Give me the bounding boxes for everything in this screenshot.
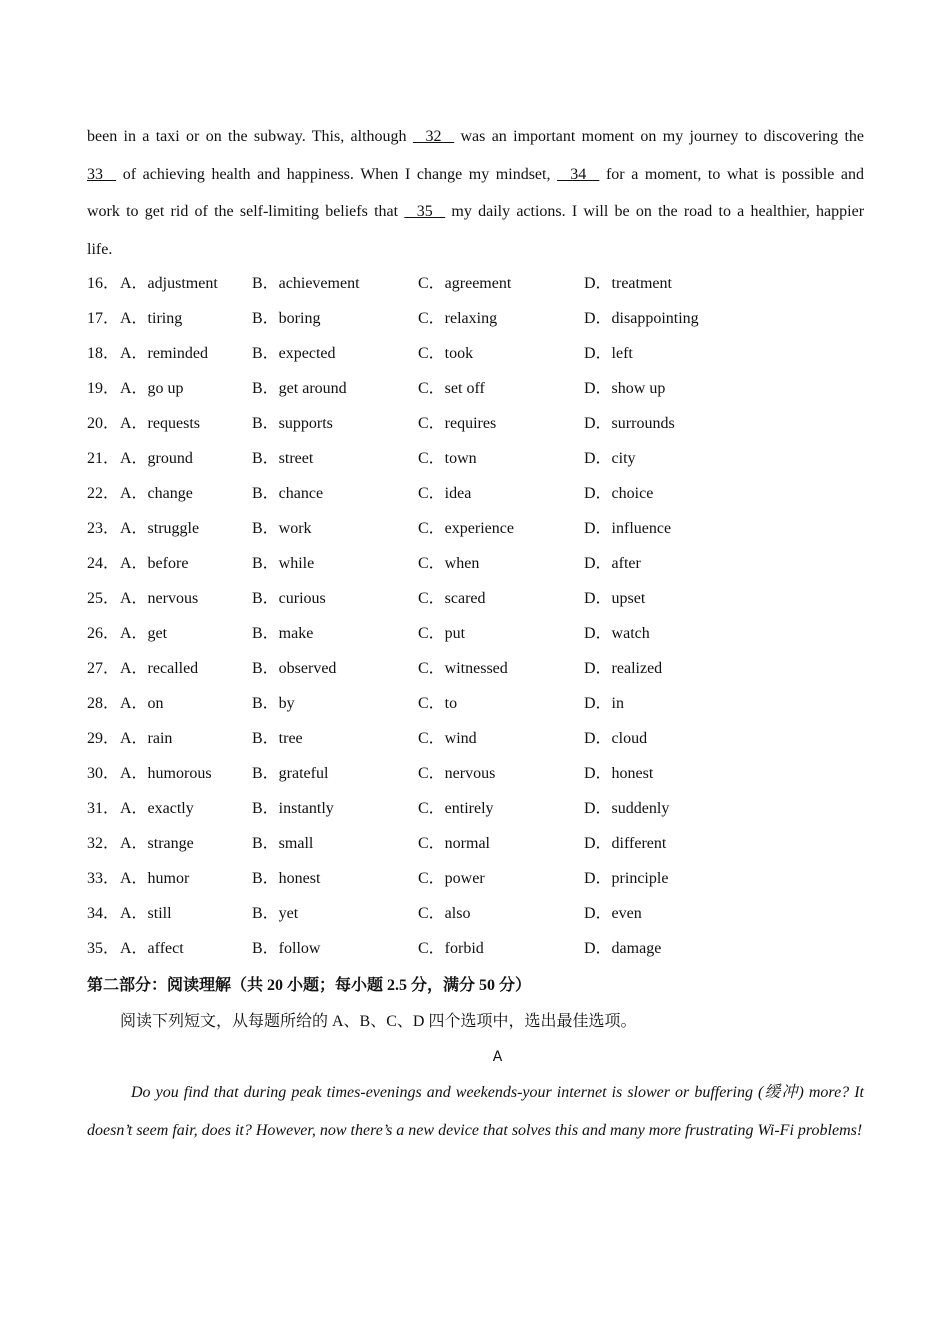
option-c: C．set off [418, 380, 485, 397]
question-number: 29． [87, 730, 120, 747]
option-c: C．wind [418, 730, 477, 747]
option-b: B．instantly [252, 800, 334, 817]
section-two-title: 第二部分：阅读理解（共 20 小题；每小题 2.5 分，满分 50 分） [87, 977, 532, 994]
cloze-text: been in a taxi or on the subway. This, although [87, 128, 413, 145]
question-row [87, 791, 867, 826]
question-row [87, 336, 867, 371]
option-a: A．adjustment [120, 275, 218, 292]
option-a: A．on [120, 695, 164, 712]
option-d: D．show up [584, 380, 666, 397]
cloze-text: of achieving health and happiness. When I change my mindset, [116, 165, 558, 183]
cloze-line-3 [87, 193, 864, 231]
question-number: 19． [87, 380, 120, 397]
option-b: B．boring [252, 310, 321, 327]
option-c: C．took [418, 345, 474, 362]
option-b: B．street [252, 450, 314, 467]
section-two-instruction: 阅读下列短文，从每题所给的 A、B、C、D 四个选项中，选出最佳选项。 [120, 1013, 637, 1030]
blank-32: 32 [412, 128, 455, 145]
blank-35: 35 [404, 203, 446, 220]
option-a: A．struggle [120, 520, 200, 537]
question-row [87, 406, 867, 441]
option-c: C．requires [418, 415, 497, 432]
question-row [87, 441, 867, 476]
option-b: B．get around [252, 380, 347, 397]
question-row [87, 511, 867, 546]
question-row [87, 546, 867, 581]
option-c: C．entirely [418, 800, 494, 817]
option-d: D．influence [584, 520, 672, 537]
question-options-list [87, 266, 867, 966]
option-a: A．strange [120, 835, 194, 852]
question-row [87, 861, 867, 896]
option-a: A．reminded [120, 345, 208, 362]
option-b: B．follow [252, 940, 321, 957]
question-number: 24． [87, 555, 120, 572]
question-row [87, 756, 867, 791]
question-number: 33． [87, 870, 120, 887]
blank-34: 34 [557, 165, 600, 183]
blank-33: 33 [87, 165, 117, 183]
option-d: D．after [584, 555, 641, 572]
option-b: B．grateful [252, 765, 329, 782]
option-c: C．when [418, 555, 480, 572]
option-a: A．before [120, 555, 189, 572]
option-b: B．honest [252, 870, 321, 887]
passage-label: A [492, 1049, 503, 1065]
option-d: D．different [584, 835, 667, 852]
question-row [87, 581, 867, 616]
question-row [87, 686, 867, 721]
option-c: C．to [418, 695, 458, 712]
option-b: B．small [252, 835, 314, 852]
option-a: A．recalled [120, 660, 199, 677]
option-d: D．upset [584, 590, 646, 607]
option-a: A．still [120, 905, 172, 922]
question-row [87, 931, 867, 966]
option-c: C．put [418, 625, 466, 642]
question-number: 27． [87, 660, 120, 677]
option-d: D．damage [584, 940, 662, 957]
option-b: B．while [252, 555, 315, 572]
option-c: C．relaxing [418, 310, 498, 327]
question-number: 22． [87, 485, 120, 502]
option-d: D．watch [584, 625, 650, 642]
option-d: D．surrounds [584, 415, 675, 432]
cloze-line-1 [87, 118, 864, 156]
option-a: A．requests [120, 415, 200, 432]
option-a: A．change [120, 485, 193, 502]
option-c: C．town [418, 450, 477, 467]
option-b: B．make [252, 625, 314, 642]
option-d: D．suddenly [584, 800, 670, 817]
question-number: 34． [87, 905, 120, 922]
option-d: D．in [584, 695, 625, 712]
cloze-text: work to get rid of the self-limiting beliefs that [87, 203, 405, 220]
question-number: 30． [87, 765, 120, 782]
option-b: B．tree [252, 730, 303, 747]
option-b: B．yet [252, 905, 299, 922]
question-row [87, 476, 867, 511]
question-row [87, 266, 867, 301]
option-d: D．principle [584, 870, 669, 887]
option-a: A．nervous [120, 590, 199, 607]
option-c: C．scared [418, 590, 486, 607]
question-row [87, 371, 867, 406]
option-d: D．disappointing [584, 310, 699, 327]
option-a: A．go up [120, 380, 184, 397]
passage-a-text [87, 1074, 864, 1149]
cloze-line-2 [87, 156, 864, 194]
option-c: C．power [418, 870, 485, 887]
option-a: A．tiring [120, 310, 183, 327]
question-number: 18． [87, 345, 120, 362]
option-b: B．work [252, 520, 312, 537]
option-d: D．cloud [584, 730, 648, 747]
option-d: D．city [584, 450, 636, 467]
question-number: 20． [87, 415, 120, 432]
passage-a-body: Do you find that during peak times-evenings and weekends-your internet is slower or buffering (缓冲) more? It doesn’t seem fair, does it? However, now there’s a new device that solves this and many more frustrating Wi-Fi problems! [87, 1084, 864, 1139]
option-a: A．ground [120, 450, 193, 467]
option-d: D．even [584, 905, 642, 922]
question-row [87, 826, 867, 861]
option-b: B．by [252, 695, 295, 712]
question-number: 26． [87, 625, 120, 642]
question-number: 31． [87, 800, 120, 817]
option-c: C．experience [418, 520, 514, 537]
option-b: B．curious [252, 590, 326, 607]
cloze-text: was an important moment on my journey to discovering the [454, 128, 865, 145]
option-c: C．idea [418, 485, 472, 502]
option-a: A．rain [120, 730, 173, 747]
cloze-line-4: life. [87, 240, 113, 258]
option-c: C．also [418, 905, 471, 922]
option-d: D．left [584, 345, 633, 362]
option-a: A．exactly [120, 800, 194, 817]
option-c: C．nervous [418, 765, 496, 782]
option-d: D．choice [584, 485, 654, 502]
question-number: 35． [87, 940, 120, 957]
question-row [87, 301, 867, 336]
option-d: D．treatment [584, 275, 672, 292]
option-b: B．expected [252, 345, 336, 362]
option-b: B．supports [252, 415, 333, 432]
option-a: A．affect [120, 940, 184, 957]
option-a: A．humorous [120, 765, 212, 782]
option-d: D．realized [584, 660, 663, 677]
question-number: 17． [87, 310, 120, 327]
option-c: C．normal [418, 835, 490, 852]
option-b: B．chance [252, 485, 324, 502]
question-number: 28． [87, 695, 120, 712]
question-number: 32． [87, 835, 120, 852]
question-row [87, 616, 867, 651]
question-row [87, 896, 867, 931]
question-row [87, 651, 867, 686]
option-c: C．agreement [418, 275, 512, 292]
option-d: D．honest [584, 765, 654, 782]
option-a: A．get [120, 625, 168, 642]
option-b: B．observed [252, 660, 337, 677]
option-b: B．achievement [252, 275, 360, 292]
question-number: 16． [87, 275, 120, 292]
question-number: 23． [87, 520, 120, 537]
option-c: C．forbid [418, 940, 484, 957]
question-number: 21． [87, 450, 120, 467]
cloze-text: my daily actions. I will be on the road to a healthier, happier [445, 203, 865, 220]
cloze-text: for a moment, to what is possible and [599, 165, 865, 183]
question-row [87, 721, 867, 756]
question-number: 25． [87, 590, 120, 607]
option-c: C．witnessed [418, 660, 508, 677]
option-a: A．humor [120, 870, 190, 887]
